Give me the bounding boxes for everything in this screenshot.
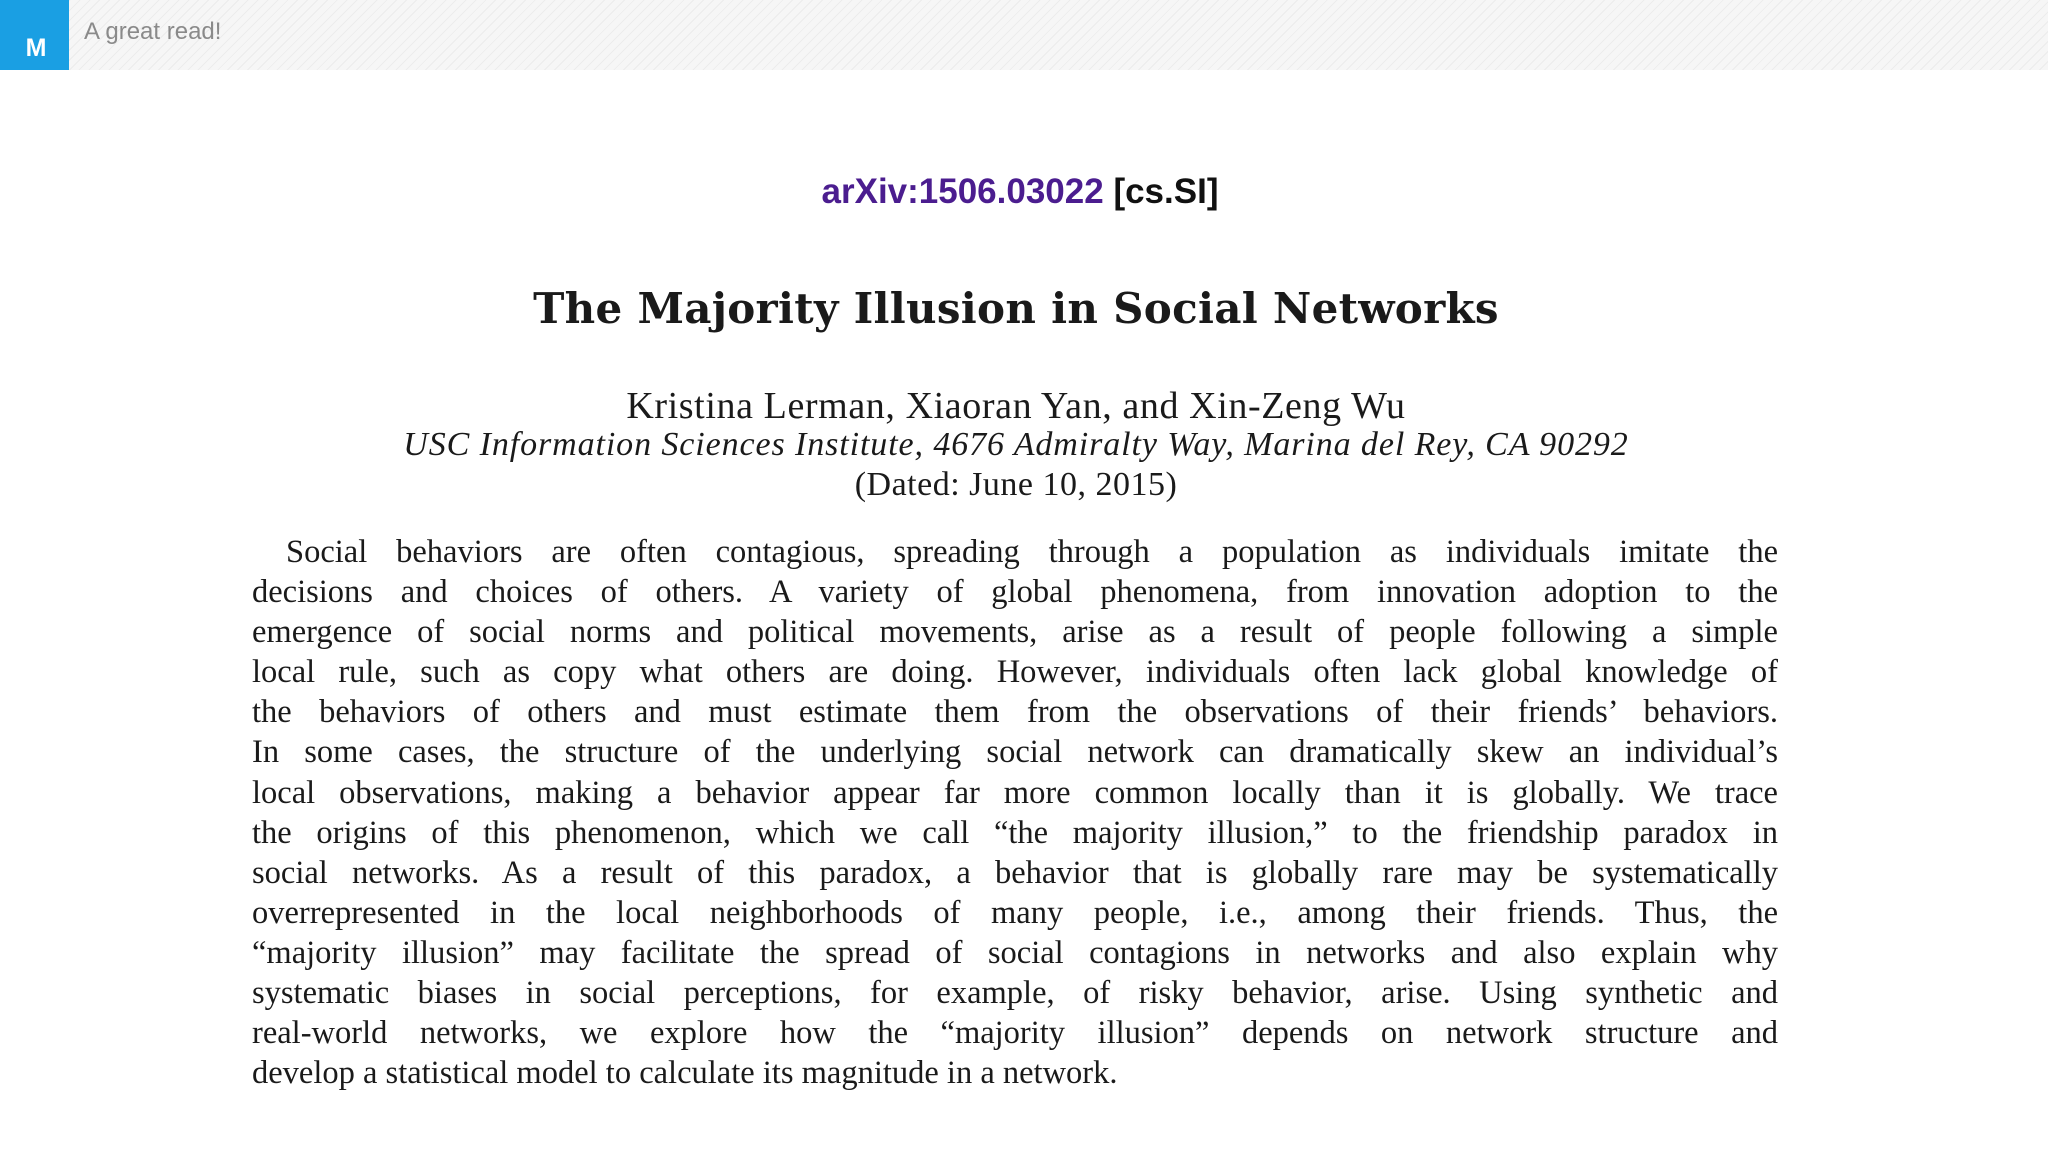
abstract-line: decisions and choices of others. A variety of global phenomena, from innovation adoption to the bbox=[252, 574, 1778, 611]
paper-title: The Majority Illusion in Social Networks bbox=[533, 284, 1499, 333]
paper-authors: Kristina Lerman, Xiaoran Yan, and Xin-Zeng Wu bbox=[626, 385, 1406, 427]
abstract-line: social networks. As a result of this paradox, a behavior that is globally rare may be systematically bbox=[252, 854, 1778, 891]
abstract-line: local rule, such as copy what others are doing. However, individuals often lack global knowledge of bbox=[252, 654, 1778, 691]
paper-abstract bbox=[252, 532, 1778, 1093]
paper-affiliation: USC Information Sciences Institute, 4676 Admiralty Way, Marina del Rey, CA 90292 bbox=[403, 426, 1629, 463]
top-banner bbox=[0, 0, 2048, 70]
abstract-line: In some cases, the structure of the underlying social network can dramatically skew an individual’s bbox=[252, 734, 1778, 771]
abstract-line: local observations, making a behavior appear far more common locally than it is globally. We trace bbox=[252, 774, 1778, 811]
arxiv-category: [cs.SI] bbox=[1113, 172, 1219, 211]
abstract-line: overrepresented in the local neighborhoods of many people, i.e., among their friends. Thus, the bbox=[252, 894, 1778, 931]
abstract-line: systematic biases in social perceptions, for example, of risky behavior, arise. Using synthetic and bbox=[252, 975, 1778, 1012]
abstract-line: develop a statistical model to calculate its magnitude in a network. bbox=[252, 1055, 1118, 1092]
banner-tagline: A great read! bbox=[84, 18, 222, 45]
medium-logo[interactable] bbox=[0, 0, 69, 70]
arxiv-id-link[interactable]: arXiv:1506.03022 bbox=[821, 172, 1104, 211]
logo-letter: M bbox=[25, 34, 47, 62]
abstract-line: Social behaviors are often contagious, spreading through a population as individuals imitate the bbox=[286, 534, 1778, 570]
abstract-line: real-world networks, we explore how the “majority illusion” depends on network structure and bbox=[252, 1015, 1778, 1052]
abstract-line: emergence of social norms and political movements, arise as a result of people following a simple bbox=[252, 614, 1778, 651]
abstract-line: the behaviors of others and must estimate them from the observations of their friends’ behaviors. bbox=[252, 694, 1778, 731]
abstract-line: “majority illusion” may facilitate the spread of social contagions in networks and also explain why bbox=[252, 934, 1778, 971]
abstract-line: the origins of this phenomenon, which we call “the majority illusion,” to the friendship paradox in bbox=[252, 814, 1778, 851]
arxiv-identifier bbox=[0, 172, 2040, 212]
paper-date: (Dated: June 10, 2015) bbox=[854, 466, 1178, 503]
